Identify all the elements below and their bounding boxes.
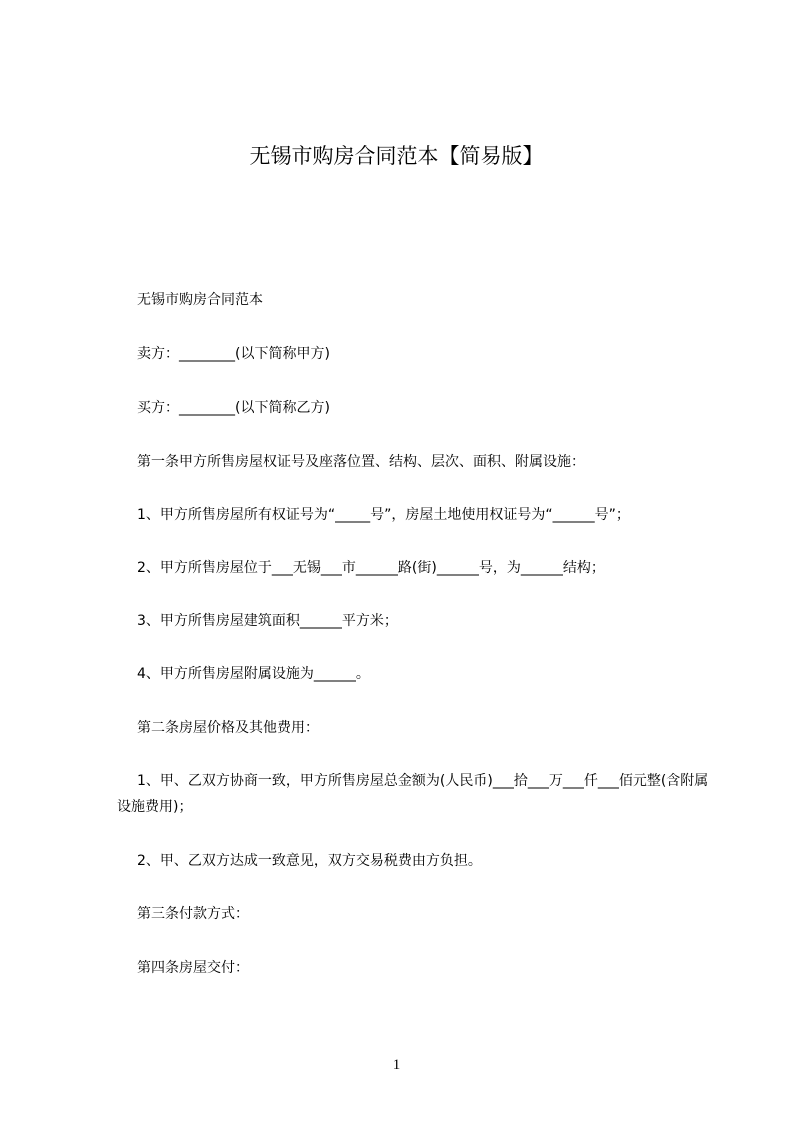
paragraph-seller: 卖方：________(以下简称甲方) [137, 346, 330, 362]
paragraph-article-2-item-1: 1、甲、乙双方协商一致，甲方所售房屋总金额为(人民币)___拾___万___仟___佰元整(含附属设施费用)； [117, 773, 709, 815]
paragraph-article-3: 第三条付款方式： [137, 906, 249, 922]
paragraph-article-2-item-2: 2、甲、乙双方达成一致意见，双方交易税费由方负担。 [137, 853, 482, 869]
paragraph-article-2: 第二条房屋价格及其他费用： [137, 720, 319, 736]
paragraph-article-1: 第一条甲方所售房屋权证号及座落位置、结构、层次、面积、附属设施： [137, 454, 585, 470]
paragraph-article-1-item-1: 1、甲方所售房屋所有权证号为“_____号”，房屋土地使用权证号为“______号”； [137, 507, 630, 523]
paragraph-article-1-item-2: 2、甲方所售房屋位于___无锡___市______路(街)______号，为______结构； [137, 560, 605, 576]
paragraph-article-4: 第四条房屋交付： [137, 960, 249, 976]
page-number: 1 [392, 1057, 401, 1073]
document-title: 无锡市购房合同范本【简易版】 [249, 144, 544, 168]
paragraph-subtitle: 无锡市购房合同范本 [137, 292, 263, 308]
paragraph-article-1-item-3: 3、甲方所售房屋建筑面积______平方米； [137, 613, 398, 629]
paragraph-article-1-item-4: 4、甲方所售房屋附属设施为______。 [137, 666, 370, 682]
paragraph-buyer: 买方：________(以下简称乙方) [137, 400, 330, 416]
